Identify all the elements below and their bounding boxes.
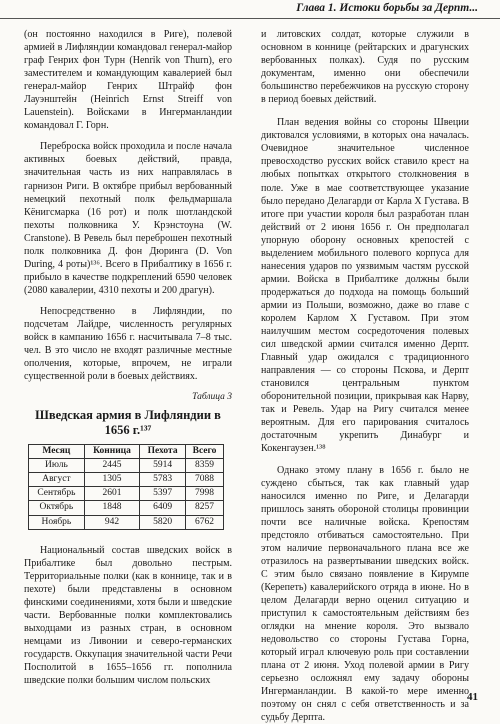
- table-row: [29, 515, 224, 529]
- table-cell: Ноябрь: [29, 515, 85, 529]
- table-cell: 2445: [84, 459, 139, 473]
- left-paragraph-2: Переброска войск проходила и после начала активных боевых действий, правда, значительная часть из них направлялась в гарнизон Риги. В октябре прибыл вербованный немецкий пехотный полк фельдмаршала Кёнигсмарка (16 рот) и полк шотландской пехоты полковника У. Крэнстоуна (W. Cranstone). В Ревель был переброшен пехотный полк полковника Д. фон Дюринга (D. Von During, 4 роты)¹³⁶. Всего в Прибалтику в 1656 г. прибыло в качестве подкреплений 6590 человек (2080 кавалерии, 4310 пехоты и 200 драгун).: [24, 140, 232, 297]
- left-column: [24, 28, 232, 687]
- table-cell: 7088: [185, 473, 223, 487]
- left-paragraph-3: Непосредственно в Лифляндии, по подсчетам Лайдре, численность регулярных войск в кампанию 1656 г. насчитывала 7–8 тыс. чел. В это число не входят различные местные ополчения, которые, впрочем, не играли существенной роли в боевых действиях.: [24, 305, 232, 383]
- table-cell: Июль: [29, 459, 85, 473]
- army-table: [28, 444, 224, 529]
- table-cell: 5783: [140, 473, 186, 487]
- left-paragraph-1: (он постоянно находился в Риге), полевой армией в Лифляндии командовал генерал-майор граф Генрих фон Турн (Henrik von Thurn), его заместителем и командующим кавалерией был генерал-майор Генрих Штрайф фон Лауэнштейн (Heinrich Ernst Streiff von Lauenstein). Войсками в Ингерманландии командовал Г. Горн.: [24, 28, 232, 132]
- table-cell: 5820: [140, 515, 186, 529]
- table-row: [29, 501, 224, 515]
- table-cell: 5914: [140, 459, 186, 473]
- running-header: [0, 0, 500, 19]
- column-header: Конница: [84, 445, 139, 459]
- table-cell: Октябрь: [29, 501, 85, 515]
- left-paragraph-4: Национальный состав шведских войск в Прибалтике был довольно пестрым. Территориальные полки (как в коннице, так и в пехоте) были представлены в основном финскими соединениями, хотя были и шведские части. Вербованные полки комплектовались выходцами из разных стран, в основном немцами из Ливонии и северо-германских государств. Оккупация значительной части Речи Посполитой в 1655–1656 гг. пополнила шведские полки большим числом польских: [24, 544, 232, 688]
- column-header: Месяц: [29, 445, 85, 459]
- table-cell: 8257: [185, 501, 223, 515]
- table-row: [29, 473, 224, 487]
- table-cell: 8359: [185, 459, 223, 473]
- right-column: [261, 28, 469, 724]
- table-cell: Сентябрь: [29, 487, 85, 501]
- table-label: Таблица 3: [24, 391, 232, 404]
- right-paragraph-2: План ведения войны со стороны Швеции диктовался условиями, в которых она началась. Очевидное значительное численное превосходство русских войск ставило крест на любых попытках открытого столкновения в поле. Уже в мае соответствующее указание было передано Делагарди от Карла X Густава. В итоге при участии короля был разработан план действий от 2 июня 1656 г. Он предполагал упорную оборону основных крепостей с выделением мобильного полевого корпуса для нанесения ударов по уязвимым частям русской армии. Войска в Прибалтике должны были продержаться до подхода на помощь больший армии из Польши, возможно, даже во главе с королем Карлом X Густавом. При этом наилучшим местом сосредоточения полевых сил шведской армии считался именно Дерпт. Главный удар ожидался с традиционного направления — со стороны Пскова, и Дерпт становился центральным пунктом оборонительной позиции, прикрывая как Нарву, так и Ревель. Удар на Ригу считался менее вероятным. Для его парирования считалось достаточным укрепить Динабург и Кокенгаузен.¹³⁸: [261, 116, 469, 455]
- table-cell: 7998: [185, 487, 223, 501]
- table-row: [29, 459, 224, 473]
- table-cell: 1305: [84, 473, 139, 487]
- table-header-row: [29, 445, 224, 459]
- table-cell: Август: [29, 473, 85, 487]
- chapter-title: Глава 1. Истоки борьбы за Дерпт...: [296, 2, 478, 14]
- table-cell: 2601: [84, 487, 139, 501]
- column-header: Пехота: [140, 445, 186, 459]
- page-number: 41: [467, 691, 478, 703]
- right-paragraph-1: и литовских солдат, которые служили в основном в коннице (рейтарских и драгунских вербованных полках). Судя по русским документам, именно они обеспечили большинство перебежчиков на русскую сторону в период боевых действий.: [261, 28, 469, 106]
- table-cell: 5397: [140, 487, 186, 501]
- table-row: [29, 487, 224, 501]
- table-cell: 6409: [140, 501, 186, 515]
- table-cell: 6762: [185, 515, 223, 529]
- right-paragraph-3: Однако этому плану в 1656 г. было не суждено сбыться, так как главный удар наносился именно по Риге, и Делагарди пришлось занять обороной столицы провинции почти все наличные войска. Крепостям предстояло отбиваться самостоятельно. При этом наличие первоначального плана все же отразилось на развертывании шведских войск. С этим было связано появление в Кирумпе (Керепеть) кавалерийского отряда в июне. Но в целом Делагарди верно оценил ситуацию и приступил к самостоятельным действиям без оглядки на мнение короля. Это вызвало недовольство со стороны Густава Горна, который играл ключевую роль при составлении плана от 2 июня. Уход полевой армии в Ригу серьезно осложнял ему задачу обороны Ингерманландии. В какой-то мере именно поэтому он снял с себя ответственность и за судьбу Дерпта.: [261, 464, 469, 724]
- table-title: Шведская армия в Лифляндии в 1656 г.¹³⁷: [24, 408, 232, 438]
- table-cell: 1848: [84, 501, 139, 515]
- column-header: Всего: [185, 445, 223, 459]
- table-cell: 942: [84, 515, 139, 529]
